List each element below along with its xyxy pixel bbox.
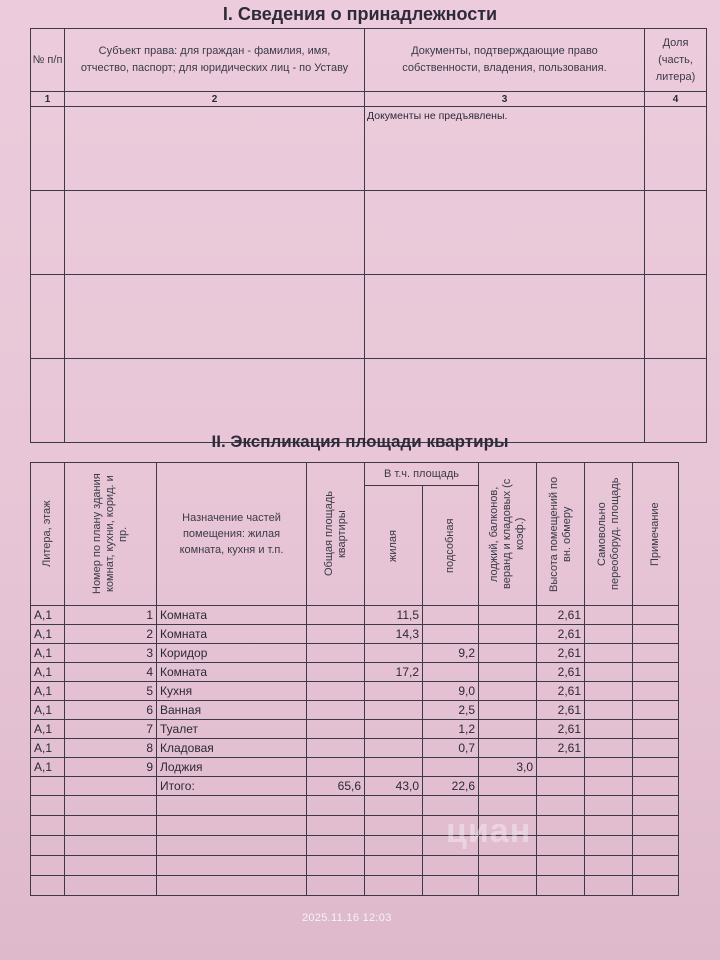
explication-table: [30, 462, 679, 896]
cell-litera: А,1: [31, 701, 65, 720]
cell-litera: А,1: [31, 625, 65, 644]
cell-total: [307, 644, 365, 663]
ownership-row: [31, 359, 707, 443]
cell-aux: [423, 663, 479, 682]
header-purpose: Назначение частей помещения: жилая комната, кухня и т.п.: [157, 463, 307, 606]
cell-name: Комната: [157, 606, 307, 625]
cell-living: 17,2: [365, 663, 423, 682]
cell-aux: 1,2: [423, 720, 479, 739]
header-aux: подсобная: [444, 518, 456, 573]
table-row: [31, 663, 679, 682]
total-aux-value: 22,6: [423, 777, 479, 796]
total-living-value: 43,0: [365, 777, 423, 796]
table-row: [31, 739, 679, 758]
header-share: Доля (часть, литера): [645, 29, 707, 92]
cell-total: [307, 739, 365, 758]
cell-litera: А,1: [31, 739, 65, 758]
cell-name: Коридор: [157, 644, 307, 663]
cell-living: 14,3: [365, 625, 423, 644]
cell-loggia: [479, 625, 537, 644]
cell-litera: А,1: [31, 720, 65, 739]
documents-note: Документы не предъявлены.: [365, 107, 645, 191]
cell-total: [307, 606, 365, 625]
cell-living: [365, 644, 423, 663]
header-note: Примечание: [649, 502, 662, 566]
header-room-number: Номер по плану здания комнат, кухни, корид. и пр.: [91, 473, 129, 595]
header-subject: Субъект права: для граждан - фамилия, имя, отчество, паспорт; для юридических лиц - по Уставу: [65, 29, 365, 92]
photo-timestamp: 2025.11.16 12:03: [302, 912, 392, 924]
empty-row: [31, 816, 679, 836]
cell-loggia: [479, 644, 537, 663]
cell-litera: А,1: [31, 606, 65, 625]
cell-height: 2,61: [537, 606, 585, 625]
cell-loggia: [479, 606, 537, 625]
cell-loggia: [479, 739, 537, 758]
cell-height: 2,61: [537, 739, 585, 758]
cell-living: [365, 701, 423, 720]
cell-height: 2,61: [537, 644, 585, 663]
header-documents: Документы, подтверждающие право собственности, владения, пользования.: [365, 29, 645, 92]
cell-height: 2,61: [537, 701, 585, 720]
cell-num: 1: [65, 606, 157, 625]
cell-aux: [423, 758, 479, 777]
cell-aux: 0,7: [423, 739, 479, 758]
ownership-row: [31, 275, 707, 359]
header-total-area: Общая площадь квартиры: [322, 491, 348, 577]
table-row: [31, 606, 679, 625]
empty-row: [31, 856, 679, 876]
cell-aux: [423, 606, 479, 625]
cell-name: Лоджия: [157, 758, 307, 777]
table-row: [31, 625, 679, 644]
table-row: [31, 720, 679, 739]
cell-living: [365, 739, 423, 758]
cell-total: [307, 663, 365, 682]
cell-litera: А,1: [31, 682, 65, 701]
cell-num: 4: [65, 663, 157, 682]
cell-total: [307, 625, 365, 644]
header-number: № п/п: [31, 29, 65, 92]
cell-height: 2,61: [537, 720, 585, 739]
cell-height: 2,61: [537, 663, 585, 682]
cell-total: [307, 720, 365, 739]
cell-loggia: [479, 663, 537, 682]
cell-aux: [423, 625, 479, 644]
cell-num: 2: [65, 625, 157, 644]
cell-litera: А,1: [31, 663, 65, 682]
ownership-row: [31, 107, 707, 191]
total-area-value: 65,6: [307, 777, 365, 796]
table-row: [31, 682, 679, 701]
column-number: 3: [365, 92, 645, 107]
total-label: Итого:: [157, 777, 307, 796]
cell-name: Кладовая: [157, 739, 307, 758]
cell-total: [307, 701, 365, 720]
cell-height: [537, 758, 585, 777]
header-height: Высота помещений по вн. обмеру: [547, 476, 573, 592]
header-incl-area: В т.ч. площадь: [365, 463, 479, 486]
cell-name: Туалет: [157, 720, 307, 739]
cell-num: 8: [65, 739, 157, 758]
cell-living: 11,5: [365, 606, 423, 625]
section-2-title: II. Экспликация площади квартиры: [211, 432, 509, 451]
cell-loggia: [479, 701, 537, 720]
cell-num: 9: [65, 758, 157, 777]
cell-litera: А,1: [31, 644, 65, 663]
cell-aux: 2,5: [423, 701, 479, 720]
cell-name: Кухня: [157, 682, 307, 701]
column-number: 4: [645, 92, 707, 107]
ownership-row: [31, 191, 707, 275]
cell-aux: 9,0: [423, 682, 479, 701]
cell-loggia: 3,0: [479, 758, 537, 777]
cell-litera: А,1: [31, 758, 65, 777]
cell-num: 6: [65, 701, 157, 720]
cell-height: 2,61: [537, 625, 585, 644]
empty-row: [31, 876, 679, 896]
cell-living: [365, 682, 423, 701]
cell-total: [307, 758, 365, 777]
cell-num: 7: [65, 720, 157, 739]
cell-total: [307, 682, 365, 701]
cell-num: 3: [65, 644, 157, 663]
cell-loggia: [479, 720, 537, 739]
table-row: [31, 644, 679, 663]
empty-row: [31, 836, 679, 856]
cell-name: Комната: [157, 663, 307, 682]
table-row: [31, 758, 679, 777]
cell-living: [365, 720, 423, 739]
table-row: [31, 701, 679, 720]
cell-living: [365, 758, 423, 777]
cell-aux: 9,2: [423, 644, 479, 663]
empty-row: [31, 796, 679, 816]
cell-num: 5: [65, 682, 157, 701]
cell-loggia: [479, 682, 537, 701]
column-number: 2: [65, 92, 365, 107]
ownership-table: [30, 28, 707, 443]
header-self-made: Самовольно переоборуд. площадь: [595, 477, 621, 591]
cell-height: 2,61: [537, 682, 585, 701]
watermark: циан: [446, 812, 532, 850]
cell-name: Комната: [157, 625, 307, 644]
header-loggia: лоджий, балконов, веранд и кладовых (с коэф.): [488, 478, 527, 590]
cell-name: Ванная: [157, 701, 307, 720]
total-row: [31, 777, 679, 796]
column-number: 1: [31, 92, 65, 107]
header-litera: Литера, этаж: [41, 500, 53, 568]
header-living: жилая: [387, 529, 399, 562]
section-1-title: I. Сведения о принадлежности: [222, 4, 498, 24]
